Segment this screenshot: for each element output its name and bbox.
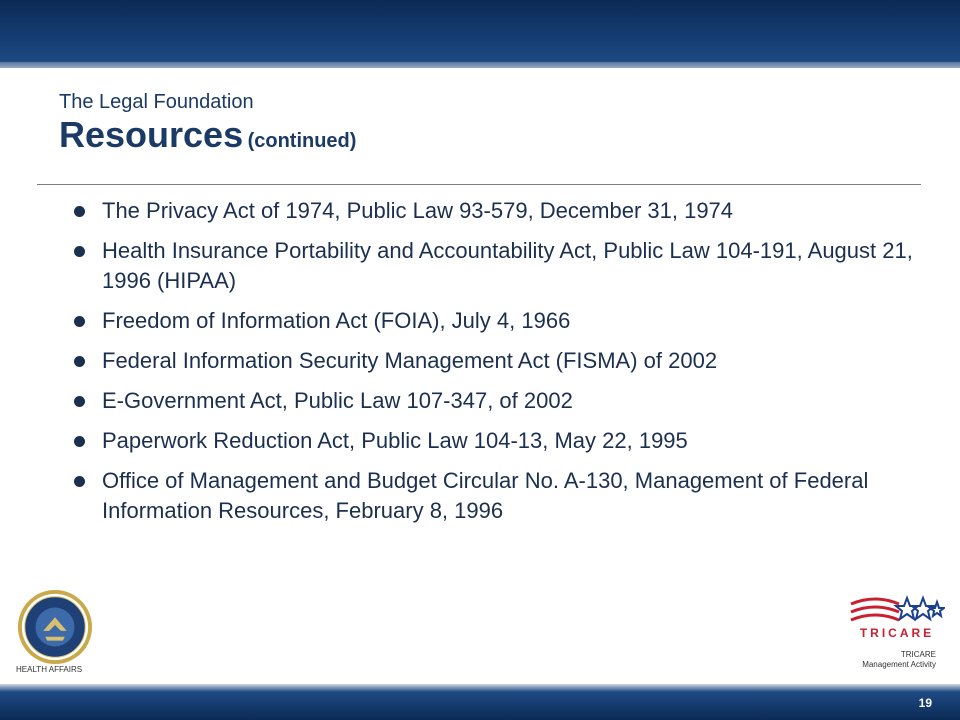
bullet-icon	[74, 206, 85, 217]
department-of-defense-seal-icon	[16, 588, 94, 666]
bullet-item	[68, 426, 938, 456]
banner-shine	[0, 62, 960, 68]
bullet-item	[68, 466, 938, 526]
title-area	[59, 90, 919, 156]
page-number: 19	[918, 696, 932, 710]
tricare-caption	[862, 650, 936, 670]
bottom-banner	[0, 684, 960, 720]
tricare-logo-icon	[845, 592, 945, 648]
bullet-item	[68, 306, 938, 336]
title-divider	[37, 184, 921, 185]
slide-subtitle: The Legal Foundation	[59, 91, 254, 113]
tricare-caption-line1: TRICARE	[900, 650, 936, 659]
slide-title: Resources	[59, 114, 244, 155]
bullet-icon	[74, 436, 85, 447]
tricare-caption-line2: Management Activity	[862, 660, 936, 669]
bullet-icon	[74, 396, 85, 407]
bullet-icon	[74, 246, 85, 257]
bullet-icon	[74, 316, 85, 327]
bullet-text: Freedom of Information Act (FOIA), July 4, 1966	[102, 308, 571, 333]
bullet-text: Paperwork Reduction Act, Public Law 104-13, May 22, 1995	[102, 428, 688, 453]
slide-title-line	[59, 114, 919, 156]
bullet-text: Federal Information Security Management Act (FISMA) of 2002	[102, 348, 718, 373]
bullet-text: E-Government Act, Public Law 107-347, of 2002	[102, 388, 573, 413]
bullet-icon	[74, 356, 85, 367]
bullet-text: The Privacy Act of 1974, Public Law 93-579, December 31, 1974	[102, 198, 734, 223]
health-affairs-caption: HEALTH AFFAIRS	[16, 665, 83, 674]
slide-title-suffix: (continued)	[247, 130, 357, 152]
bullet-text: Office of Management and Budget Circular No. A-130, Management of Federal Information Resources, February 8, 1996	[102, 468, 869, 523]
bullet-item	[68, 386, 938, 416]
bullet-item	[68, 196, 938, 226]
bullet-icon	[74, 476, 85, 487]
bullet-list	[68, 196, 938, 536]
bullet-item	[68, 346, 938, 376]
tricare-logo-text: TRICARE	[859, 626, 935, 640]
bullet-item	[68, 236, 938, 296]
top-banner	[0, 0, 960, 68]
bullet-text: Health Insurance Portability and Accountability Act, Public Law 104-191, August 21, 1996 (HIPAA)	[102, 238, 913, 293]
